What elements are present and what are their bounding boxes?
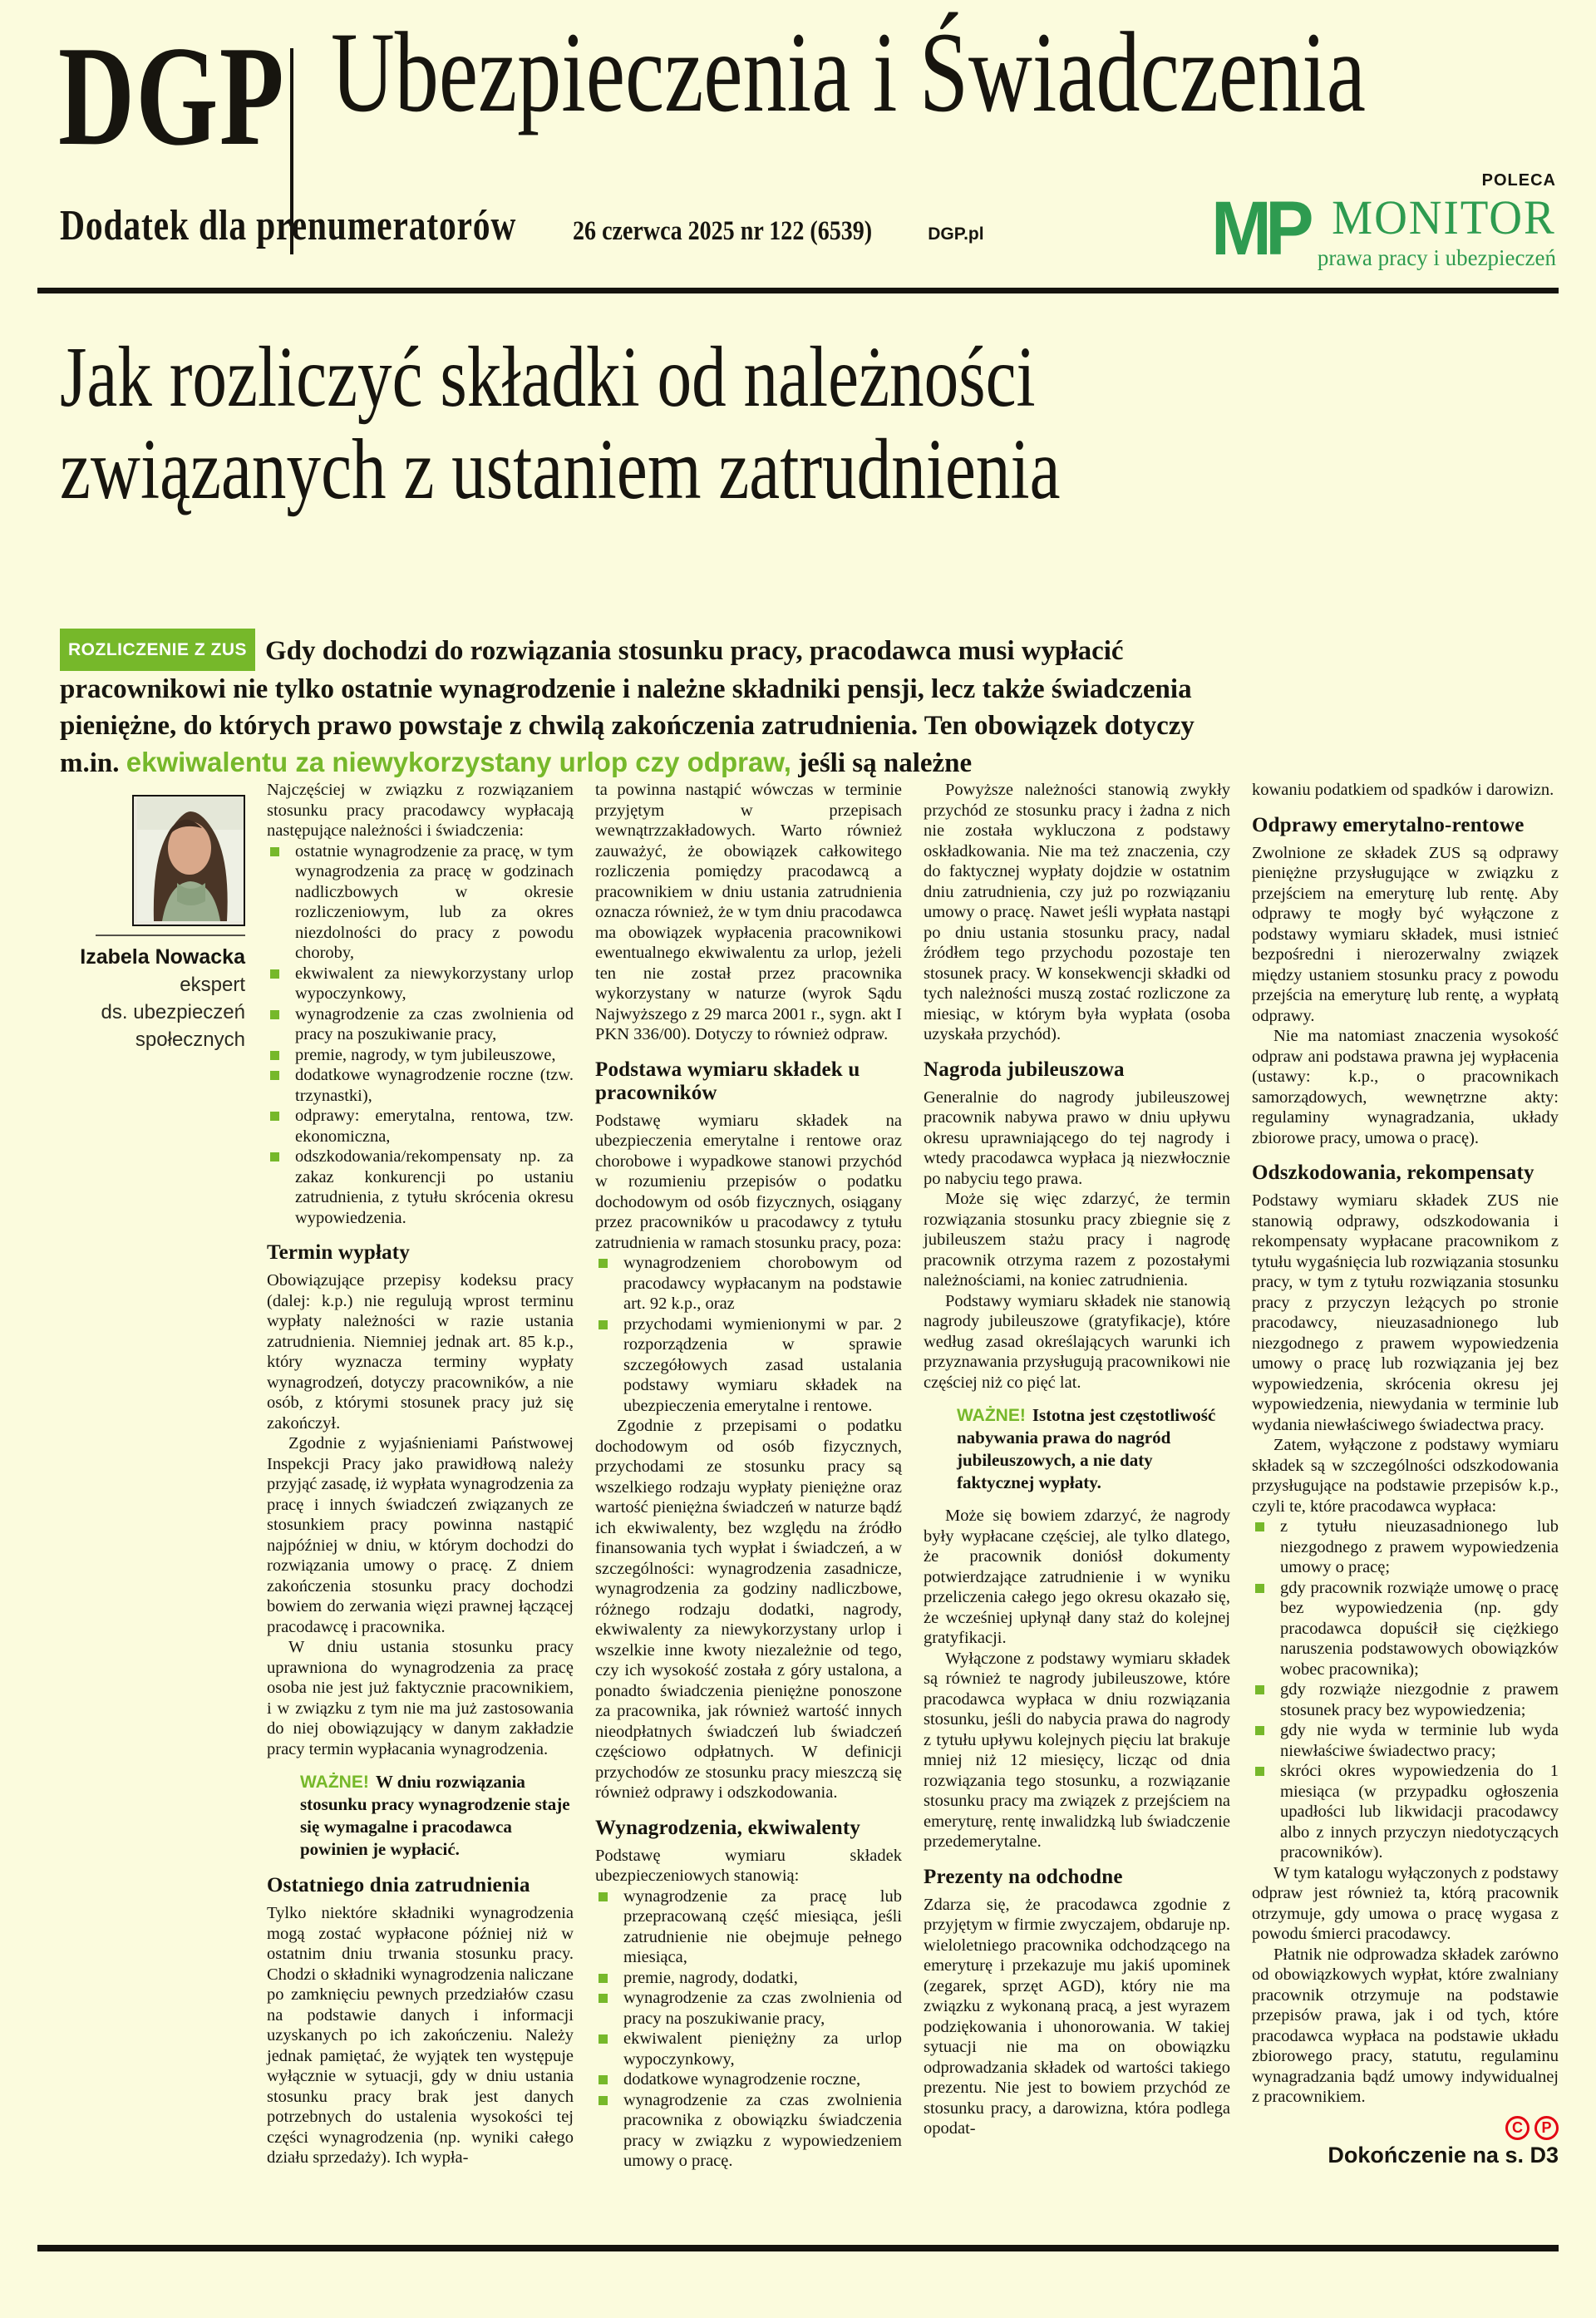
paragraph: Najczęściej w związku z rozwiązaniem stosunku pracy pracodawcy wypłacają następujące należności i świadczenia:: [267, 781, 574, 840]
monitor-name: MONITOR: [1332, 190, 1556, 244]
section-heading: Wynagrodzenia, ekwiwalenty: [595, 1816, 861, 1839]
lede: [60, 629, 1240, 782]
author-name: Izabela Nowacka: [80, 945, 245, 969]
text-column-4: [1252, 780, 1559, 2237]
bullet-item: wynagrodzenie za pracę lub przepracowaną część miesiąca, jeśli zatrudnienie nie obejmuje pełnego miesiąca,: [595, 1886, 902, 1968]
paragraph: Powyższe należności stanowią zwykły przychód ze stosunku pracy i żadna z nich nie została wykluczona z podstawy oskładkowania. Nie ma też znaczenia, czy do faktycznej wypłaty dojdzie w ostatnim dniu zatrudnienia, czy już po rozwiązaniu umowy o pracę. Nawet jeśli wypłata nastąpi po dniu ustania stosunku pracy, nadal źródłem tego przychodu pozostaje ten stosunek pracy. W konsekwencji składki od tych należności muszą zostać rozliczone za miesiąc, w którym była wypłata (osoba uzyskała przychód).: [924, 781, 1230, 1043]
dgp-logo: DGP: [58, 17, 286, 175]
author-box: [37, 780, 245, 2237]
headline-line-2: związanych z ustaniem zatrudnienia: [60, 422, 1061, 518]
poleca-label: POLECA: [1481, 171, 1556, 190]
bullet-item: ekwiwalent pieniężny za urlop wypoczynkowy,: [595, 2029, 902, 2069]
bullet-item: odprawy: emerytalna, rentowa, tzw. ekonomiczna,: [267, 1106, 574, 1147]
section-heading: Ostatniego dnia zatrudnienia: [267, 1874, 530, 1896]
text-column-2: [595, 780, 902, 2237]
bullet-item: z tytułu nieuzasadnionego lub niezgodnego z prawem wypowiedzenia umowy o pracę;: [1252, 1517, 1559, 1578]
copyright-icon: C: [1505, 2116, 1530, 2140]
section-heading: Nagroda jubileuszowa: [924, 1058, 1125, 1081]
paragraph: Tylko niektóre składniki wynagrodzenia mogą zostać wypłacone później niż w ostatnim dniu trwania stosunku pracy. Chodzi o składniki wynagrodzenia naliczane po zamknięciu pewnych przedziałów czasu na podstawie danych i informacji uzyskanych po ich zakończeniu. Należy jednak pamiętać, że wyjątek ten występuje wyłącznie w sytuacji, gdy w dniu ustania stosunku pracy brak jest danych potrzebnych do ustalenia wysokości tej części wynagrodzenia (np. wyniki całego działu sprzedaży). Ich wypła-: [267, 1904, 574, 2167]
text-column-1: [267, 780, 574, 2237]
lede-text-after: jeśli są należne: [791, 748, 973, 778]
paragraph: Podstawy wymiaru składek ZUS nie stanowią odprawy, odszkodowania i rekompensaty wypłacane pracownikom z tytułu wygaśnięcia lub rozwiązania stosunku pracy, w tym z tytułu rozwiązania stosunku pracy z przyczyn leżących po stronie pracodawcy, nieuzasadnionego lub niezgodnego z prawem wypowiedzenia umowy o pracę lub rozwiązania jej bez wypowiedzenia, skrócenia okresu jej wypowiedzenia, niewydania w terminie lub wydania niewłaściwego świadectwa pracy.: [1252, 1191, 1559, 1434]
section-heading: Odszkodowania, rekompensaty: [1252, 1161, 1534, 1184]
paragraph: Generalnie do nagrody jubileuszowej pracownik nabywa prawo w dniu upływu okresu uprawniającego do tej nagrody i wtedy pracodawca wypłaca ją niezwłocznie po nabyciu tego prawa.: [924, 1087, 1230, 1188]
paragraph: W dniu ustania stosunku pracy uprawniona do wynagrodzenia za pracę osoba nie jest już faktycznie pracownikiem, i w związku z tym nie ma już zastosowania do niej obowiązujący w danym zakładzie pracy termin wypłacania wynagrodzenia.: [267, 1638, 574, 1758]
masthead-row: [60, 201, 984, 250]
paragraph: Zwolnione ze składek ZUS są odprawy pieniężne przysługujące w związku z przejściem na emeryturę lub rentę. Aby odprawy te mogły być wyłączone z podstawy wymiaru składek, musi istnieć bezpośredni i nierozerwalny związek między ustaniem stosunku pracy z powodu przejścia na emeryturę lub rentę, a wypłatą odprawy.: [1252, 843, 1559, 1025]
bullet-item: wynagrodzenie za czas zwolnienia od pracy na poszukiwanie pracy,: [267, 1004, 574, 1045]
paragraph: Obowiązujące przepisy kodeksu pracy (dalej: k.p.) nie regulują wprost terminu wypłaty należności w razie ustania zatrudnienia. Niemniej jednak art. 85 k.p., który wyznacza terminy wypłaty wynagrodzeń, dotyczy pracowników, a nie osób, z którymi stosunek pracy już się zakończył.: [267, 1271, 574, 1433]
continuation-note: Dokończenie na s. D3: [1328, 2142, 1559, 2168]
author-rule: [96, 935, 245, 936]
published-icon: P: [1534, 2116, 1559, 2140]
bullet-list: [595, 1886, 902, 2172]
paragraph: Podstawę wymiaru składek ubezpieczeniowych stanowią:: [595, 1846, 902, 1885]
text-column-3: [924, 780, 1230, 2237]
article-body: [37, 780, 1559, 2237]
paragraph: Nie ma natomiast znaczenia wysokość odpraw ani podstawa prawna jej wypłacenia (ustawy: k.p., o pracownikach samorządowych, wewnętrzne akty: regulaminy wynagradzania, układy zbiorowe pracy, umowa o pracę).: [1252, 1027, 1559, 1147]
bullet-item: skróci okres wypowiedzenia do 1 miesiąca (w przypadku ogłoszenia upadłości lub likwidacji pracodawcy albo z innych przyczyn niedotyczących pracowników).: [1252, 1761, 1559, 1863]
bullet-item: odszkodowania/rekompensaty np. za zakaz konkurencji po ustaniu zatrudnienia, z tytułu skrócenia okresu wypowiedzenia.: [267, 1147, 574, 1228]
paragraph: Podstawę wymiaru składek na ubezpieczenia emerytalne i rentowe oraz chorobowe i wypadkowe stanowi przychód w rozumieniu przepisów o podatku dochodowym od osób fizycznych, osiągany przez pracowników u pracodawcy z tytułu zatrudnienia w ramach stosunku pracy, poza:: [595, 1111, 902, 1252]
bullet-item: dodatkowe wynagrodzenie roczne (tzw. trzynastki),: [267, 1065, 574, 1106]
paragraph: Zdarza się, że pracodawca zgodnie z przyjętym w firmie zwyczajem, obdaruje np. wieloletniego pracownika odchodzącego na emeryturę i przekazuje mu jakiś upominek (zegarek, sprzęt AGD), który nie ma związku z wykonaną pracą, a jest wyrazem podziękowania i uhonorowania. W takiej sytuacji nie ma on obowiązku odprowadzania składek od wartości takiego prezentu. Nie jest to bowiem przychód ze stosunku pracy, a darowizna, która podlega opodat-: [924, 1895, 1230, 2138]
bullet-item: gdy rozwiąże niezgodnie z prawem stosunek pracy bez wypowiedzenia;: [1252, 1679, 1559, 1720]
bullet-list: [595, 1253, 902, 1416]
bullet-item: przychodami wymienionymi w par. 2 rozporządzenia w sprawie szczegółowych zasad ustalania podstawy wymiaru składek na ubezpieczenia emerytalne i rentowe.: [595, 1314, 902, 1417]
section-heading: Podstawa wymiaru składek u pracowników: [595, 1058, 860, 1104]
paragraph: Płatnik nie odprowadza składek zarówno od obowiązkowych wypłat, które zwalniany pracownik otrzymuje na podstawie przepisów prawa, jak i od tych, które pracodawca wypłaca na podstawie układu zbiorowego pracy, statutu, regulaminu wynagradzania bądź umowy indywidualnej z pracownikiem.: [1252, 1945, 1559, 2106]
page-title: [60, 331, 1061, 516]
paragraph: Może się więc zdarzyć, że termin rozwiązania stosunku pracy zbiegnie się z jubileuszem stażu pracy i nagrodę pracownik otrzyma razem z pozostałymi należnościami, na koniec zatrudnienia.: [924, 1190, 1230, 1290]
paragraph: Zgodnie z wyjaśnieniami Państwowej Inspekcji Pracy jako prawidłową należy przyjąć zasadę, iż wypłata wynagrodzenia za pracę i innych świadczeń związanych ze stosunkiem pracy powinna nastąpić najpóźniej w dniu, w którym dochodzi do rozwiązania umowy o pracę. Z dniem zakończenia stosunku pracy dochodzi bowiem do zerwania więzi prawnej łączącej pracodawcę i pracownika.: [267, 1434, 574, 1636]
author-role-2: ds. ubezpieczeń: [101, 1001, 245, 1023]
paragraph: ta powinna nastąpić wówczas w terminie przyjętym w przepisach wewnątrzzakładowych. Warto również zauważyć, że obowiązek całkowitego rozliczenia pomiędzy pracodawcą a pracownikiem w dniu ustania zatrudnienia oznacza również, że w tym dniu pracodawca ma obowiązek wypłacenia pracownikowi ewentualnego ekwiwalentu za urlop, jeżeli ten nie został przez pracownika wykorzystany w naturze (wyrok Sądu Najwyższego z 29 marca 2001 r., sygn. akt I PKN 336/00). Dotyczy to również odpraw.: [595, 781, 902, 1043]
paragraph: kowaniu podatkiem od spadków i darowizn.: [1252, 781, 1554, 799]
important-note: WAŻNE! W dniu rozwiązania stosunku pracy wynagrodzenie staje się wymagalne i pracodawca powinien je wypłacić.: [300, 1772, 570, 1859]
paragraph: Wyłączone z podstawy wymiaru składek są również te nagrody jubileuszowe, które pracodawca wypłaca w dniu rozwiązania stosunku, jeśli do nabycia prawa do nagrody z tytułu upływu kolejnych pięciu lat brakuje mniej niż 12 miesięcy, licząc od dnia rozwiązania tego stosunku, a rozwiązanie stosunku pracy ma związek z przejściem na emeryturę, rentę inwalidzką lub świadczenie przedemerytalne.: [924, 1649, 1230, 1851]
header-rule: [37, 288, 1559, 293]
paragraph: Podstawy wymiaru składek nie stanowią nagrody jubileuszowe (gratyfikacje), które według zasad określających warunki ich przyznawania przysługują pracownikowi nie częściej niż co pięć lat.: [924, 1291, 1230, 1392]
topic-tag: ROZLICZENIE Z ZUS: [60, 629, 255, 671]
monitor-logo: [1210, 186, 1556, 271]
section-heading: Prezenty na odchodne: [924, 1865, 1123, 1888]
copyright-icons: [1505, 2116, 1559, 2140]
paragraph: Może się bowiem zdarzyć, że nagrody były wypłacane częściej, ale tylko dlatego, że pracownik doniósł dokumenty potwierdzające zatrudnienie i w wyniku przeliczenia całego jego okresu okazało się, że wcześniej upłynął dany staż do kolejnej gratyfikacji.: [924, 1507, 1230, 1647]
portrait-illustration: [137, 797, 244, 921]
important-label: WAŻNE!: [300, 1773, 369, 1792]
masthead-subtitle: Dodatek dla prenumeratorów: [60, 202, 517, 249]
mp-logo-mark: MP: [1210, 186, 1308, 271]
bullet-item: premie, nagrody, dodatki,: [595, 1968, 902, 1989]
important-label: WAŻNE!: [957, 1406, 1026, 1425]
author-role-3: społecznych: [135, 1028, 245, 1051]
headline-line-1: Jak rozliczyć składki od należności: [60, 329, 1036, 425]
author-role-1: ekspert: [180, 974, 245, 996]
paragraph: Zatem, wyłączone z podstawy wymiaru składek są w szczególności odszkodowania przysługujące na podstawie przepisów k.p., czyli te, które pracodawca wypłaca:: [1252, 1436, 1559, 1516]
issue-date: 26 czerwca 2025 nr 122 (6539): [572, 216, 872, 246]
bullet-item: wynagrodzeniem chorobowym od pracodawcy wypłacanym na podstawie art. 92 k.p., oraz: [595, 1253, 902, 1314]
section-heading: Termin wypłaty: [267, 1241, 411, 1264]
site-link: DGP.pl: [928, 224, 984, 244]
colophon: [1252, 2116, 1559, 2166]
bullet-item: ostatnie wynagrodzenie za pracę, w tym wynagrodzenia za pracę w godzinach nadliczbowych w okresie rozliczeniowym, lub za okres niezdolności do pracy z powodu choroby,: [267, 841, 574, 964]
bullet-item: wynagrodzenie za czas zwolnienia pracownika z obowiązku świadczenia pracy w związku z wypowiedzeniem umowy o pracę.: [595, 2090, 902, 2172]
paragraph: W tym katalogu wyłączonych z podstawy odpraw jest również ta, którą pracownik otrzymuje, gdy umowa o pracę wygasa z powodu śmierci pracodawcy.: [1252, 1863, 1559, 1943]
lede-text: Gdy dochodzi do rozwiązania stosunku pracy, pracodawca musi wypłacić pracownikowi nie tylko ostatnie wynagrodzenie i należne składniki pensji, lecz także świadczenia pieniężne, do których prawo powstaje z chwilą zakończenia zatrudnienia. Ten obowiązek dotyczy m.in.: [60, 636, 1195, 778]
author-photo: [132, 795, 245, 926]
bullet-item: gdy nie wyda w terminie lub wyda niewłaściwe świadectwo pracy;: [1252, 1720, 1559, 1761]
bullet-list: [1252, 1517, 1559, 1863]
bullet-item: gdy pracownik rozwiąże umowę o pracę bez wypowiedzenia (np. gdy pracodawca dopuścił się ciężkiego naruszenia podstawowych obowiązków wobec pracownika);: [1252, 1578, 1559, 1680]
lede-highlight: ekwiwalentu za niewykorzystany urlop czy odpraw,: [126, 747, 791, 777]
bullet-item: dodatkowe wynagrodzenie roczne,: [595, 2069, 902, 2090]
monitor-tagline: prawa pracy i ubezpieczeń: [1317, 244, 1556, 270]
bullet-list: [267, 841, 574, 1229]
bullet-item: wynagrodzenie za czas zwolnienia od pracy na poszukiwanie pracy,: [595, 1988, 902, 2029]
supplement-title: Ubezpieczenia i Świadczenia: [331, 8, 1366, 136]
bullet-item: premie, nagrody, w tym jubileuszowe,: [267, 1045, 574, 1066]
footer-rule: [37, 2245, 1559, 2251]
bullet-item: ekwiwalent za niewykorzystany urlop wypoczynkowy,: [267, 964, 574, 1004]
paragraph: Zgodnie z przepisami o podatku dochodowym od osób fizycznych, przychodami ze stosunku pracy są wszelkiego rodzaju wypłaty pieniężne oraz wartość pieniężna świadczeń w naturze bądź ich ekwiwalenty, bez względu na źródło finansowania tych wypłat i świadczeń, a w szczególności: wynagrodzenia zasadnicze, wynagrodzenia za godziny nadliczbowe, różnego rodzaju dodatki, nagrody, ekwiwalenty za niewykorzystany urlop i wszelkie inne kwoty niezależnie od tego, czy ich wysokość została z góry ustalona, a ponadto świadczenia pieniężne ponoszone za pracownika, jak również wartość innych nieodpłatnych świadczeń lub świadczeń częściowo odpłatnych. W definicji przychodów ze stosunku pracy mieszczą się również odprawy i odszkodowania.: [595, 1417, 902, 1802]
important-note: WAŻNE! Istotna jest częstotliwość nabywania prawa do nagród jubileuszowych, a nie daty faktycznej wypłaty.: [957, 1405, 1216, 1492]
section-heading: Odprawy emerytalno-rentowe: [1252, 813, 1525, 836]
